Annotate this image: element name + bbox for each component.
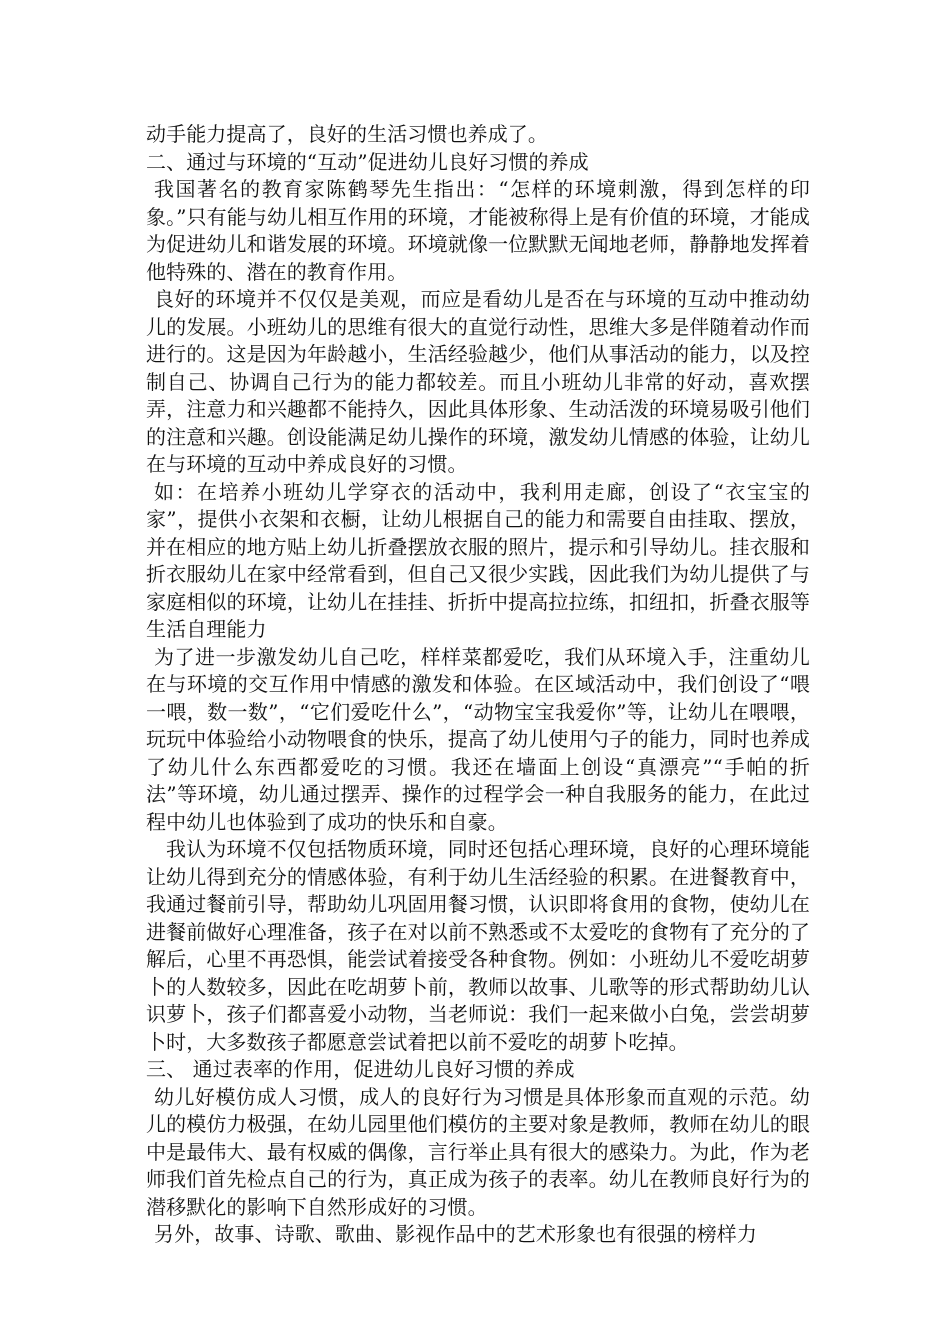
paragraph-good-environment: 良好的环境并不仅仅是美观，而应是看幼儿是否在与环境的互动中推动幼儿的发展。小班幼儿的思维有很大的直觉行动性，思维大多是伴随着动作而进行的。这是因为年龄越小，生活经验越少，他们从事活动的能力，以及控制自己、协调自己行为的能力都较差。而且小班幼儿非常的好动，喜欢摆弄，注意力和兴趣都不能持久，因此具体形象、生动活泼的环境易吸引他们的注意和兴趣。创设能满足幼儿操作的环境，激发幼儿情感的体验，让幼儿在与环境的互动中养成良好的习惯。 xyxy=(146,287,810,476)
paragraph-eating-environment: 为了进一步激发幼儿自己吃，样样菜都爱吃，我们从环境入手，注重幼儿在与环境的交互作用中情感的激发和体验。在区域活动中，我们创设了“喂一喂，数一数”，“它们爱吃什么”，“动物宝宝我爱你”等，让幼儿在喂喂，玩玩中体验给小动物喂食的快乐，提高了幼儿使用勺子的能力，同时也养成了幼儿什么东西都爱吃的习惯。我还在墙面上创设“真漂亮”“手帕的折法”等环境，幼儿通过摆弄、操作的过程学会一种自我服务的能力，在此过程中幼儿也体验到了成功的快乐和自豪。 xyxy=(146,644,810,834)
section-heading-three: 三、 通过表率的作用，促进幼儿良好习惯的养成 xyxy=(146,1057,575,1081)
paragraph-continuation: 动手能力提高了，良好的生活习惯也养成了。 xyxy=(146,122,548,146)
paragraph-teacher-model: 幼儿好模仿成人习惯，成人的良好行为习惯是具体形象而直观的示范。幼儿的模仿力极强，在幼儿园里他们模仿的主要对象是教师，教师在幼儿的眼中是最伟大、最有权威的偶像，言行举止具有很大的感染力。为此，作为老师我们首先检点自己的行为，真正成为孩子的表率。幼儿在教师良好行为的潜移默化的影响下自然形成好的习惯。 xyxy=(146,1084,810,1219)
paragraph-psychological-environment: 我认为环境不仅包括物质环境，同时还包括心理环境，良好的心理环境能让幼儿得到充分的情感体验，有利于幼儿生活经验的积累。在进餐教育中，我通过餐前引导，帮助幼儿巩固用餐习惯，认识即将食用的食物，使幼儿在进餐前做好心理准备，孩子在对以前不熟悉或不太爱吃的食物有了充分的了解后，心里不再恐惧，能尝试着接受各种食物。例如：小班幼儿不爱吃胡萝卜的人数较多，因此在吃胡萝卜前，教师以故事、儿歌等的形式帮助幼儿认识萝卜，孩子们都喜爱小动物，当老师说：我们一起来做小白兔，尝尝胡萝卜时，大多数孩子都愿意尝试着把以前不爱吃的胡萝卜吃掉。 xyxy=(146,837,810,1054)
paragraph-artistic-images: 另外，故事、诗歌、歌曲、影视作品中的艺术形象也有很强的榜样力 xyxy=(154,1222,757,1246)
paragraph-chen-heqin-quote: 我国著名的教育家陈鹤琴先生指出：“怎样的环境刺激，得到怎样的印象。”只有能与幼儿相互作用的环境，才能被称得上是有价值的环境，才能成为促进幼儿和谐发展的环境。环境就像一位默默无闻地老师，静静地发挥着他特殊的、潜在的教育作用。 xyxy=(146,177,810,284)
document-body xyxy=(146,121,810,1249)
paragraph-clothes-example: 如：在培养小班幼儿学穿衣的活动中，我利用走廊，创设了“衣宝宝的家”，提供小衣架和衣橱，让幼儿根据自己的能力和需要自由挂取、摆放，并在相应的地方贴上幼儿折叠摆放衣服的照片，提示和引导幼儿。挂衣服和折衣服幼儿在家中经常看到，但自己又很少实践，因此我们为幼儿提供了与家庭相似的环境，让幼儿在挂挂、折折中提高拉拉练，扣纽扣，折叠衣服等生活自理能力 xyxy=(146,479,810,641)
section-heading-two: 二、通过与环境的“互动”促进幼儿良好习惯的养成 xyxy=(146,149,589,174)
